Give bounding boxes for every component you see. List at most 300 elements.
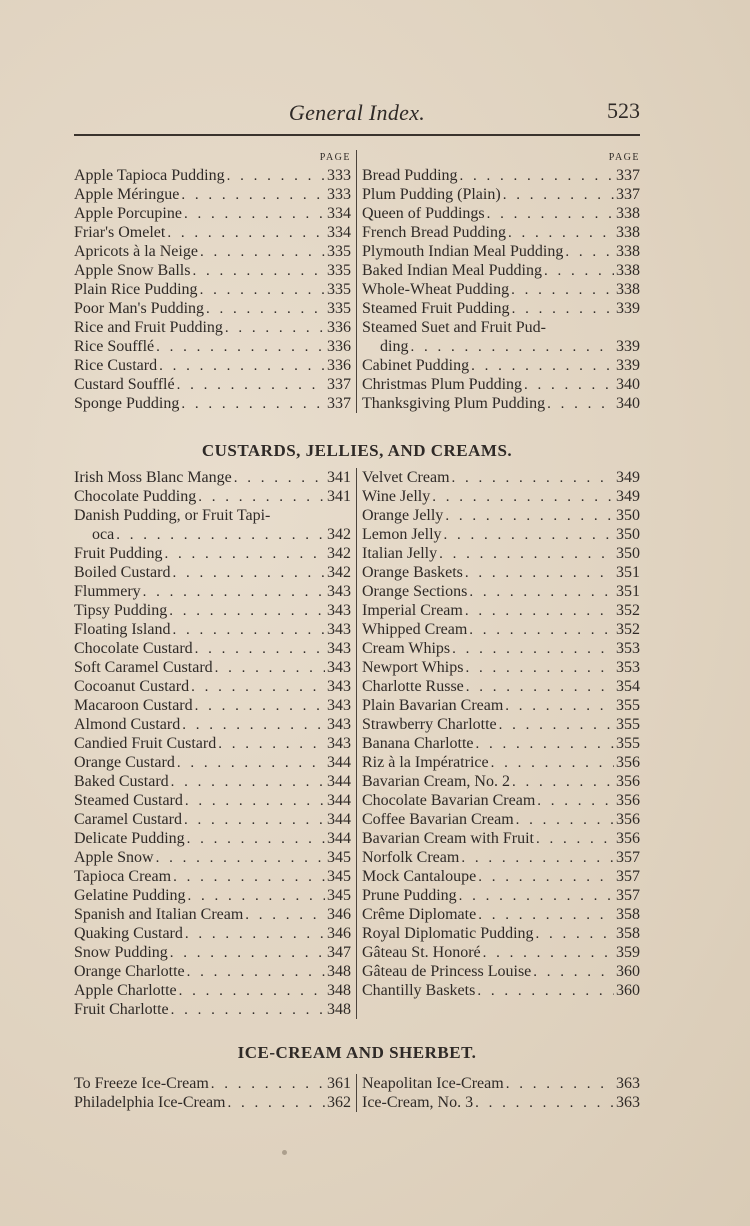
- entry-title: Apple Tapioca Pudding: [74, 167, 225, 184]
- entry-page-number: 349: [616, 469, 640, 486]
- index-column-right: [357, 1074, 640, 1112]
- index-entry: [362, 601, 640, 620]
- entry-title: Steamed Fruit Pudding: [362, 300, 510, 317]
- section-puddings: [74, 150, 640, 413]
- dot-leader: [175, 376, 325, 395]
- entry-title: French Bread Pudding: [362, 224, 506, 241]
- entry-title: Irish Moss Blanc Mange: [74, 469, 232, 486]
- index-columns: [74, 1074, 640, 1112]
- entry-page-number: 338: [616, 281, 640, 298]
- index-entry: [74, 829, 351, 848]
- entry-page-number: 336: [327, 357, 351, 374]
- index-entry: [74, 1074, 351, 1093]
- section-heading: ICE-CREAM AND SHERBET.: [237, 1043, 477, 1062]
- dot-leader: [497, 716, 614, 735]
- index-entry: [74, 375, 351, 394]
- running-title: General Index.: [288, 100, 426, 125]
- entry-page-number: 353: [616, 640, 640, 657]
- section-heading: CUSTARDS, JELLIES, AND CREAMS.: [201, 441, 513, 460]
- index-entry: [362, 810, 640, 829]
- index-entry: [74, 299, 351, 318]
- index-entry: [74, 318, 351, 337]
- dot-leader: [535, 792, 614, 811]
- entry-page-number: 341: [327, 469, 351, 486]
- index-entry: [362, 185, 640, 204]
- entry-page-number: 345: [327, 887, 351, 904]
- index-entry: [74, 394, 351, 413]
- index-entry: [362, 261, 640, 280]
- index-entry: [362, 905, 640, 924]
- dot-leader: [450, 640, 614, 659]
- index-entry: [362, 943, 640, 962]
- entry-title: Caramel Custard: [74, 811, 182, 828]
- index-entry: [362, 1074, 640, 1093]
- index-entry: [362, 166, 640, 185]
- entry-title: Soft Caramel Custard: [74, 659, 213, 676]
- entry-page-number: 344: [327, 792, 351, 809]
- index-entry: [74, 962, 351, 981]
- entry-page-number: 336: [327, 338, 351, 355]
- entry-title: Apricots à la Neige: [74, 243, 198, 260]
- dot-leader: [170, 621, 325, 640]
- index-entry: [74, 924, 351, 943]
- entry-page-number: 350: [616, 526, 640, 543]
- page-column-label: PAGE: [319, 152, 351, 163]
- entry-page-number: 335: [327, 281, 351, 298]
- index-entry: [74, 1000, 351, 1019]
- entry-page-number: 354: [616, 678, 640, 695]
- index-entry: [362, 394, 640, 413]
- entry-title: Baked Custard: [74, 773, 169, 790]
- entry-title: Gelatine Pudding: [74, 887, 186, 904]
- entry-page-number: 337: [616, 167, 640, 184]
- dot-leader: [510, 300, 614, 319]
- dot-leader: [510, 773, 614, 792]
- entry-page-number: 357: [616, 868, 640, 885]
- entry-title: Neapolitan Ice-Cream: [362, 1075, 504, 1092]
- entry-page-number: 343: [327, 640, 351, 657]
- entry-title: Velvet Cream: [362, 469, 450, 486]
- entry-page-number: 344: [327, 830, 351, 847]
- entry-title: Apple Snow: [74, 849, 154, 866]
- index-entry: [362, 639, 640, 658]
- entry-page-number: 357: [616, 849, 640, 866]
- entry-title: Strawberry Charlotte: [362, 716, 497, 733]
- entry-title: Italian Jelly: [362, 545, 438, 562]
- entry-page-number: 338: [616, 205, 640, 222]
- entry-page-number: 347: [327, 944, 351, 961]
- entry-page-number: 342: [327, 545, 351, 562]
- index-entry: [362, 677, 640, 696]
- dot-leader: [442, 526, 614, 545]
- entry-title: Riz à la Impératrice: [362, 754, 489, 771]
- entry-title: Bread Pudding: [362, 167, 458, 184]
- dot-leader: [408, 338, 614, 357]
- entry-page-number: 336: [327, 319, 351, 336]
- entry-page-number: 356: [616, 792, 640, 809]
- entry-title: Tapioca Cream: [74, 868, 172, 885]
- index-entry: [74, 185, 351, 204]
- index-entry: [74, 166, 351, 185]
- dot-leader: [476, 868, 614, 887]
- index-column-right: [357, 150, 640, 413]
- entry-title: Plum Pudding (Plain): [362, 186, 501, 203]
- index-entry: [362, 223, 640, 242]
- entry-page-number: 345: [327, 868, 351, 885]
- index-entry: [362, 1093, 640, 1112]
- dot-leader: [522, 376, 614, 395]
- dot-leader: [545, 395, 614, 414]
- index-entry: [362, 829, 640, 848]
- entry-title: Newport Whips: [362, 659, 464, 676]
- entry-page-number: 348: [327, 982, 351, 999]
- index-entry: [362, 356, 640, 375]
- dot-leader: [223, 319, 325, 338]
- entry-page-number: 343: [327, 659, 351, 676]
- entry-page-number: 360: [616, 963, 640, 980]
- entry-page-number: 339: [616, 338, 640, 355]
- entry-title: Plain Bavarian Cream: [362, 697, 504, 714]
- dot-leader: [177, 982, 325, 1001]
- index-entry: [362, 772, 640, 791]
- entry-title: Cabinet Pudding: [362, 357, 470, 374]
- dot-leader: [216, 735, 325, 754]
- dot-leader: [534, 830, 614, 849]
- index-entry: [74, 356, 351, 375]
- index-entry: [74, 696, 351, 715]
- entry-title: Apple Charlotte: [74, 982, 177, 999]
- page-column-label: PAGE: [608, 152, 640, 163]
- index-column-right: [357, 468, 640, 1019]
- dot-leader: [430, 488, 614, 507]
- dot-leader: [531, 963, 614, 982]
- index-entry: [74, 223, 351, 242]
- entry-page-number: 346: [327, 906, 351, 923]
- index-columns: [74, 150, 640, 413]
- entry-title: Ice-Cream, No. 3: [362, 1094, 474, 1111]
- entry-page-number: 346: [327, 925, 351, 942]
- entry-page-number: 343: [327, 602, 351, 619]
- entry-page-number: 334: [327, 224, 351, 241]
- dot-leader: [481, 944, 614, 963]
- entry-title: oca: [92, 526, 115, 543]
- entry-title: Chocolate Bavarian Cream: [362, 792, 536, 809]
- entry-title: Charlotte Russe: [362, 678, 464, 695]
- index-entry: [74, 753, 351, 772]
- dot-leader: [463, 564, 614, 583]
- entry-title: Wine Jelly: [362, 488, 431, 505]
- dot-leader: [165, 224, 325, 243]
- entry-title: To Freeze Ice-Cream: [74, 1075, 209, 1092]
- dot-leader: [464, 678, 614, 697]
- index-entry: [74, 242, 351, 261]
- entry-title: Quaking Custard: [74, 925, 183, 942]
- entry-page-number: 344: [327, 773, 351, 790]
- dot-leader: [154, 849, 325, 868]
- entry-page-number: 353: [616, 659, 640, 676]
- entry-title: Sponge Pudding: [74, 395, 180, 412]
- entry-page-number: 352: [616, 602, 640, 619]
- entry-title: Cocoanut Custard: [74, 678, 190, 695]
- entry-page-number: 343: [327, 735, 351, 752]
- entry-page-number: 350: [616, 507, 640, 524]
- dot-leader: [114, 526, 325, 545]
- section-custards: [74, 440, 640, 1019]
- dot-leader: [154, 338, 325, 357]
- dot-leader: [162, 545, 325, 564]
- entry-page-number: 338: [616, 243, 640, 260]
- entry-page-number: 349: [616, 488, 640, 505]
- entry-page-number: 338: [616, 224, 640, 241]
- dot-leader: [196, 488, 325, 507]
- index-entry: [74, 525, 351, 544]
- dot-leader: [141, 583, 325, 602]
- entry-page-number: 337: [327, 395, 351, 412]
- index-entry: [362, 962, 640, 981]
- entry-page-number: 335: [327, 243, 351, 260]
- entry-title: Macaroon Custard: [74, 697, 193, 714]
- entry-page-number: 356: [616, 754, 640, 771]
- entry-page-number: 355: [616, 697, 640, 714]
- entry-page-number: 342: [327, 564, 351, 581]
- entry-page-number: 363: [616, 1094, 640, 1111]
- dot-leader: [463, 659, 614, 678]
- entry-title: Mock Cantaloupe: [362, 868, 477, 885]
- dot-leader: [183, 925, 325, 944]
- index-entry: [362, 563, 640, 582]
- index-entry: [362, 886, 640, 905]
- dot-leader: [204, 300, 325, 319]
- index-entry: [362, 487, 640, 506]
- entry-title: Friar's Omelet: [74, 224, 166, 241]
- index-entry: [74, 810, 351, 829]
- entry-title: Fruit Pudding: [74, 545, 163, 562]
- entry-title: Banana Charlotte: [362, 735, 474, 752]
- entry-title: Fruit Charlotte: [74, 1001, 169, 1018]
- dot-leader: [243, 906, 325, 925]
- dot-leader: [170, 564, 325, 583]
- entry-title: Orange Jelly: [362, 507, 444, 524]
- index-entry: [74, 639, 351, 658]
- entry-page-number: 344: [327, 754, 351, 771]
- dot-leader: [489, 754, 614, 773]
- index-entry: [74, 658, 351, 677]
- dot-leader: [467, 583, 614, 602]
- index-entry: [362, 696, 640, 715]
- entry-title: Bavarian Cream with Fruit: [362, 830, 534, 847]
- entry-page-number: 339: [616, 300, 640, 317]
- entry-title: Thanksgiving Plum Pudding: [362, 395, 546, 412]
- index-entry: [74, 487, 351, 506]
- dot-leader: [167, 602, 325, 621]
- dot-leader: [186, 887, 325, 906]
- index-entry: [362, 753, 640, 772]
- index-entry: [74, 468, 351, 487]
- entry-title: Chocolate Pudding: [74, 488, 197, 505]
- entry-page-number: 337: [616, 186, 640, 203]
- entry-title: Coffee Bavarian Cream: [362, 811, 514, 828]
- entry-title: Prune Pudding: [362, 887, 457, 904]
- entry-title: Snow Pudding: [74, 944, 168, 961]
- dot-leader: [476, 906, 614, 925]
- index-entry: [74, 544, 351, 563]
- entry-title: Apple Porcupine: [74, 205, 182, 222]
- index-entry: [362, 468, 640, 487]
- index-entry: [362, 337, 640, 356]
- entry-page-number: 350: [616, 545, 640, 562]
- entry-title: Gâteau de Princess Louise: [362, 963, 532, 980]
- entry-page-number: 348: [327, 963, 351, 980]
- dot-leader: [180, 716, 325, 735]
- entry-page-number: 341: [327, 488, 351, 505]
- entry-page-number: 360: [616, 982, 640, 999]
- index-column-left: [74, 468, 357, 1019]
- page-number: 523: [607, 98, 640, 123]
- index-entry: [362, 242, 640, 261]
- index-entry: [74, 905, 351, 924]
- index-entry: [74, 677, 351, 696]
- entry-page-number: 356: [616, 830, 640, 847]
- entry-title: Chantilly Baskets: [362, 982, 476, 999]
- dot-leader: [198, 281, 325, 300]
- index-column-left: [74, 1074, 357, 1112]
- dot-leader: [463, 602, 614, 621]
- entry-page-number: 352: [616, 621, 640, 638]
- entry-title: Rice Soufflé: [74, 338, 155, 355]
- header-rule: [74, 134, 640, 136]
- index-column-left: [74, 150, 357, 413]
- index-entry: [362, 658, 640, 677]
- entry-title: Queen of Puddings: [362, 205, 485, 222]
- index-entry: [74, 563, 351, 582]
- dot-leader: [169, 773, 325, 792]
- dot-leader: [475, 982, 614, 1001]
- index-entry: [74, 981, 351, 1000]
- entry-page-number: 338: [616, 262, 640, 279]
- dot-leader: [469, 357, 614, 376]
- entry-title: Bavarian Cream, No. 2: [362, 773, 510, 790]
- entry-page-number: 343: [327, 583, 351, 600]
- index-entry: [74, 734, 351, 753]
- entry-title: Danish Pudding, or Fruit Tapi-: [74, 507, 271, 524]
- dot-leader: [157, 357, 325, 376]
- entry-title: Tipsy Pudding: [74, 602, 168, 619]
- dot-leader: [171, 868, 325, 887]
- entry-page-number: 343: [327, 678, 351, 695]
- index-entry: [362, 299, 640, 318]
- entry-title: Orange Custard: [74, 754, 175, 771]
- index-entry: [362, 375, 640, 394]
- index-entry: [74, 848, 351, 867]
- entry-title: Rice Custard: [74, 357, 158, 374]
- entry-title: Philadelphia Ice-Cream: [74, 1094, 226, 1111]
- index-entry: [362, 525, 640, 544]
- dot-leader: [473, 1094, 614, 1113]
- entry-page-number: 340: [616, 376, 640, 393]
- index-entry: [74, 280, 351, 299]
- index-entry: [362, 544, 640, 563]
- entry-page-number: 358: [616, 906, 640, 923]
- entry-page-number: 343: [327, 697, 351, 714]
- index-entry: [362, 620, 640, 639]
- entry-page-number: 356: [616, 773, 640, 790]
- entry-title: Whipped Cream: [362, 621, 468, 638]
- dot-leader: [169, 1001, 325, 1020]
- entry-page-number: 343: [327, 716, 351, 733]
- index-entry: [362, 715, 640, 734]
- index-columns: [74, 468, 640, 1019]
- index-entry: [74, 204, 351, 223]
- entry-page-number: 361: [327, 1075, 351, 1092]
- index-entry: [74, 337, 351, 356]
- dot-leader: [450, 469, 614, 488]
- dot-leader: [437, 545, 614, 564]
- entry-page-number: 355: [616, 716, 640, 733]
- entry-title: Whole-Wheat Pudding: [362, 281, 510, 298]
- dot-leader: [182, 811, 325, 830]
- dot-leader: [443, 507, 614, 526]
- entry-title: Steamed Suet and Fruit Pud-: [362, 319, 546, 336]
- entry-title: Norfolk Cream: [362, 849, 460, 866]
- entry-title: Christmas Plum Pudding: [362, 376, 523, 393]
- dot-leader: [542, 262, 614, 281]
- entry-page-number: 344: [327, 811, 351, 828]
- dot-leader: [193, 697, 325, 716]
- dot-leader: [534, 925, 614, 944]
- entry-title: Rice and Fruit Pudding: [74, 319, 223, 336]
- entry-title: Plymouth Indian Meal Pudding: [362, 243, 564, 260]
- entry-title: ding: [380, 338, 409, 355]
- index-entry: [74, 1093, 351, 1112]
- entry-page-number: 333: [327, 167, 351, 184]
- index-entry: [362, 734, 640, 753]
- entry-title: Plain Rice Pudding: [74, 281, 198, 298]
- entry-title: Flummery: [74, 583, 141, 600]
- entry-title: Steamed Custard: [74, 792, 183, 809]
- index-entry: [74, 886, 351, 905]
- index-entry: [362, 924, 640, 943]
- index-entry: [362, 867, 640, 886]
- dot-leader: [183, 792, 325, 811]
- index-entry: [74, 582, 351, 601]
- entry-page-number: 334: [327, 205, 351, 222]
- index-entry: [74, 867, 351, 886]
- dot-leader: [175, 754, 325, 773]
- entry-title: Custard Soufflé: [74, 376, 175, 393]
- entry-page-number: 337: [327, 376, 351, 393]
- entry-page-number: 335: [327, 300, 351, 317]
- entry-page-number: 359: [616, 944, 640, 961]
- entry-title: Candied Fruit Custard: [74, 735, 217, 752]
- entry-title: Almond Custard: [74, 716, 181, 733]
- entry-page-number: 345: [327, 849, 351, 866]
- index-entry: [74, 943, 351, 962]
- entry-page-number: 348: [327, 1001, 351, 1018]
- index-entry: [74, 772, 351, 791]
- entry-title: Delicate Pudding: [74, 830, 185, 847]
- index-entry: [362, 204, 640, 223]
- entry-page-number: 342: [327, 526, 351, 543]
- index-entry: [362, 848, 640, 867]
- entry-page-number: 357: [616, 887, 640, 904]
- entry-title: Spanish and Italian Cream: [74, 906, 244, 923]
- entry-title: Orange Baskets: [362, 564, 463, 581]
- entry-title: Apple Snow Balls: [74, 262, 191, 279]
- dot-leader: [182, 205, 325, 224]
- entry-page-number: 339: [616, 357, 640, 374]
- entry-title: Lemon Jelly: [362, 526, 442, 543]
- dot-leader: [514, 811, 614, 830]
